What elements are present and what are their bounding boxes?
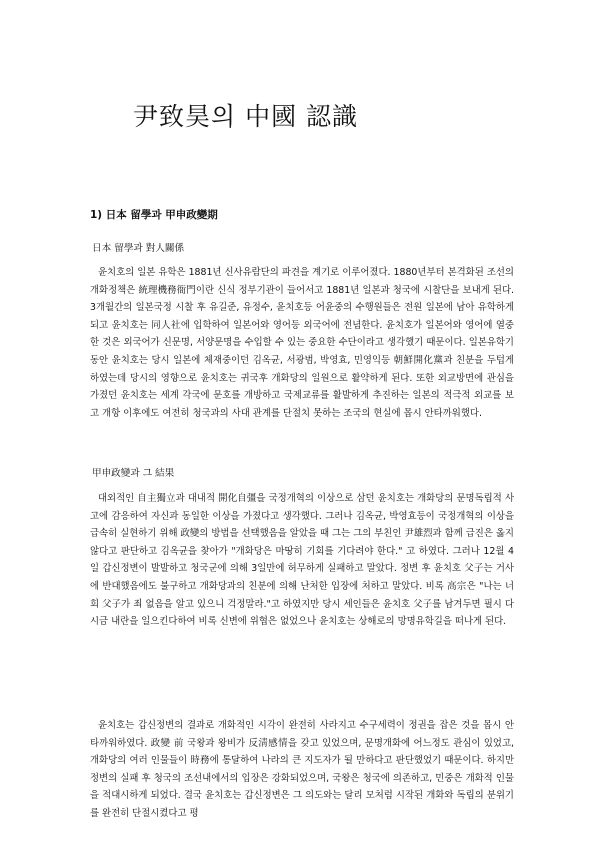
document-title: 尹致昊의 中國 認識 xyxy=(133,102,359,131)
paragraph-japan-study: 윤치호의 일본 유학은 1881년 신사유람단의 파견을 계기로 이루어졌다. 1880년부터 본격화된 조선의 개화정책은 統理機務衙門이란 신식 정부기관이 들어서고 1881년 일본과 청국에 시찰단을 보내게 된다. 3개월간의 일본국정 시찰 후 유길준, 유정수, 윤치호등 어윤중의 수행원들은 전원 일본에 남아 유학하게 되고 윤치호는 同人社에 입학하여 일본어와 영어등 외국어에 전념한다. 윤치호가 일본어와 영어에 열중한 것은 외국어가 신문명, 서양문명을 수입할 수 있는 중요한 수단이라고 생각했기 때문이다. 일본유학기동안 윤치호는 당시 일본에 체재중이던 김옥균, 서광범, 박영효, 민영익등 朝鮮開化黨과 친분을 두텁게 하였는데 당시의 영향으로 윤치호는 귀국후 개화당의 일원으로 활약하게 된다. 또한 외교방면에 관심을 가졌던 윤치호는 세계 각국에 문호를 개방하고 국제교류를 활발하게 추진하는 일본의 적극적 외교를 보고 개항 이후에도 여전히 청국과의 사대 관계를 단절치 못하는 조국의 현실에 몹시 안타까워했다. xyxy=(90,267,514,419)
section-heading: 1) 日本 留學과 甲申政變期 xyxy=(90,209,218,221)
subheading-japan-study: 日本 留學과 對人關係 xyxy=(92,243,185,254)
subheading-gapsin-coup: 甲申政變과 그 結果 xyxy=(92,468,175,479)
paragraph-coup-aftermath: 윤치호는 갑신정변의 결과로 개화적인 시각이 완전히 사라지고 수구세력이 정권을 잡은 것을 몹시 안타까워하였다. 政變 前 국왕과 왕비가 反淸感情을 갖고 있었으며, 문명개화에 어느정도 관심이 있었고, 개화당의 여러 인물들이 時務에 통달하여 나라의 큰 지도자가 될 만하다고 판단했었기 때문이다. 하지만 정변의 실패 후 청국의 조선내에서의 입장은 강화되었으며, 국왕은 청국에 의존하고, 민중은 개화적 인물을 적대시하게 되었다. 결국 윤치호는 갑신정변은 그 의도와는 달리 모처럼 시작된 개화와 독립의 분위기를 완전히 단절시켰다고 평 xyxy=(90,720,514,819)
paragraph-gapsin-coup: 대외적인 自主獨立과 대내적 開化自彊을 국정개혁의 이상으로 삼던 윤치호는 개화당의 문명독립적 사고에 감응하여 자신과 동일한 이상을 가졌다고 생각했다. 그러나 김옥균, 박영효등이 국정개혁의 이상을 급속히 실현하기 위해 政變의 방법을 선택했음을 알았을 때 그는 그의 부친인 尹雄烈과 함께 급진은 옳지 않다고 판단하고 김옥균을 찾아가 "개화당은 마땅히 기회를 기다려야 한다." 고 하였다. 그러나 12월 4일 갑신정변이 발발하고 청국군에 의해 3일만에 허무하게 실패하고 말았다. 정변 후 윤치호 父子는 거사에 반대했음에도 불구하고 개화당과의 친분에 의해 난처한 입장에 처하고 말았다. 비록 高宗은 "나는 너희 父子가 죄 없음을 알고 있으니 걱정말라."고 하였지만 당시 세인들은 윤치호 父子를 남겨두면 필시 다시금 내란을 일으킨다하여 비록 신변에 위협은 없었으나 윤치호는 상해로의 망명유학길을 떠나게 된다. xyxy=(90,493,514,628)
